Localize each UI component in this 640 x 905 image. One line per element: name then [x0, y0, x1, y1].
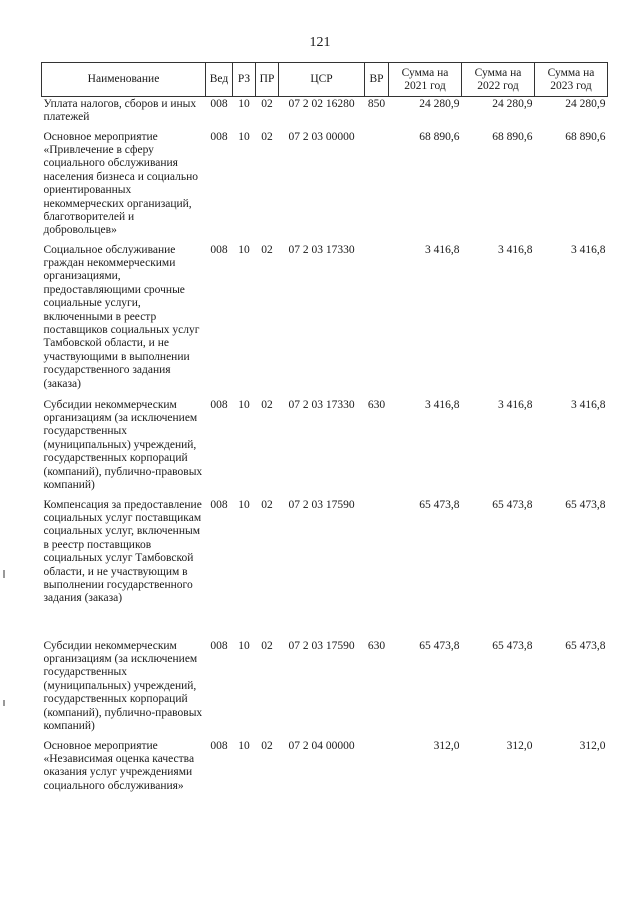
row-sum-2022: 68 890,6 — [492, 130, 533, 143]
row-vr: 850 — [367, 98, 386, 110]
table-header — [42, 63, 608, 97]
header-ved: Вед — [206, 63, 233, 97]
header-sum-2022: Сумма на 2022 год — [462, 63, 535, 97]
header-name: Наименование — [42, 63, 206, 97]
row-rz: 10 — [238, 739, 250, 752]
row-ved: 008 — [210, 98, 228, 110]
row-pr: 02 — [261, 398, 273, 411]
header-sum-2023: Сумма на 2023 год — [535, 63, 608, 97]
table-row — [42, 739, 608, 799]
row-sum-2023: 65 473,8 — [565, 498, 606, 511]
row-csr: 07 2 03 00000 — [288, 130, 355, 143]
page-number: 121 — [309, 35, 331, 50]
row-vr — [365, 130, 389, 243]
row-name: Компенсация за предоставление социальных услуг поставщикам социальных услуг, включенным в реестр поставщиков социальных услуг Тамбовской области, и не участвующим в выполнении государственного задания (заказа) — [43, 498, 202, 605]
row-pr: 02 — [261, 498, 273, 511]
row-vr: 630 — [367, 639, 386, 652]
row-vr — [365, 739, 389, 799]
row-vr — [365, 243, 389, 398]
row-sum-2022: 65 473,8 — [492, 639, 533, 652]
row-csr: 07 2 03 17590 — [288, 639, 355, 652]
row-csr: 07 2 03 17330 — [288, 243, 355, 256]
row-sum-2023: 3 416,8 — [571, 398, 606, 411]
table-row — [42, 130, 608, 243]
row-sum-2021: 24 280,9 — [419, 98, 460, 110]
row-rz: 10 — [238, 98, 250, 110]
row-sum-2022: 65 473,8 — [492, 498, 533, 511]
row-csr: 07 2 03 17590 — [288, 498, 355, 511]
row-pr: 02 — [261, 98, 273, 110]
row-sum-2021: 3 416,8 — [425, 398, 460, 411]
header-pr: ПР — [256, 63, 279, 97]
row-ved: 008 — [210, 739, 228, 752]
row-sum-2023: 68 890,6 — [565, 130, 606, 143]
header-csr: ЦСР — [279, 63, 365, 97]
row-ved: 008 — [210, 398, 228, 411]
row-csr: 07 2 02 16280 — [288, 98, 355, 110]
row-sum-2022: 312,0 — [506, 739, 533, 752]
row-rz: 10 — [238, 639, 250, 652]
row-sum-2021: 65 473,8 — [419, 639, 460, 652]
header-sum-2021: Сумма на 2021 год — [389, 63, 462, 97]
row-rz: 10 — [238, 130, 250, 143]
row-sum-2021: 3 416,8 — [425, 243, 460, 256]
row-name: Уплата налогов, сборов и иных платежей — [43, 98, 197, 124]
row-sum-2022: 3 416,8 — [498, 398, 533, 411]
row-sum-2021: 312,0 — [433, 739, 460, 752]
row-name: Основное мероприятие «Независимая оценка качества оказания услуг учреждениями социального обслуживания» — [43, 739, 195, 792]
row-vr — [365, 498, 389, 639]
row-pr: 02 — [261, 639, 273, 652]
table-row — [42, 498, 608, 639]
row-rz: 10 — [238, 498, 250, 511]
row-sum-2023: 312,0 — [579, 739, 606, 752]
row-name: Основное мероприятие «Привлечение в сферу социального обслуживания населения бизнеса и социально ориентированных некоммерческих организаций, благотворителей и добровольцев» — [43, 130, 199, 237]
row-csr: 07 2 04 00000 — [288, 739, 355, 752]
row-name: Субсидии некоммерческим организациям (за исключением государственных (муниципальных) учреждений, государственных корпораций (компаний), публично-правовых компаний) — [43, 639, 203, 732]
table-row — [42, 398, 608, 498]
row-pr: 02 — [261, 739, 273, 752]
row-sum-2023: 24 280,9 — [565, 98, 606, 110]
table-row — [42, 639, 608, 739]
row-ved: 008 — [210, 130, 228, 143]
row-rz: 10 — [238, 398, 250, 411]
row-ved: 008 — [210, 639, 228, 652]
row-sum-2022: 3 416,8 — [498, 243, 533, 256]
row-sum-2021: 65 473,8 — [419, 498, 460, 511]
table-row — [42, 243, 608, 398]
row-name: Социальное обслуживание граждан некоммерческими организациями, предоставляющими срочные социальные услуги, включенными в реестр поставщиков социальных услуг Тамбовской области, и не участвующими в выполнении государственного задания (заказа) — [43, 243, 200, 390]
row-pr: 02 — [261, 243, 273, 256]
row-sum-2023: 3 416,8 — [571, 243, 606, 256]
row-vr: 630 — [367, 398, 386, 411]
budget-table — [41, 62, 608, 799]
header-vr: ВР — [365, 63, 389, 97]
scan-margin-mark — [3, 700, 5, 706]
row-pr: 02 — [261, 130, 273, 143]
row-ved: 008 — [210, 498, 228, 511]
table-row — [42, 97, 608, 130]
header-rz: РЗ — [233, 63, 256, 97]
row-name: Субсидии некоммерческим организациям (за исключением государственных (муниципальных) учреждений, государственных корпораций (компаний), публично-правовых компаний) — [43, 398, 203, 491]
row-sum-2022: 24 280,9 — [492, 98, 533, 110]
row-sum-2021: 68 890,6 — [419, 130, 460, 143]
row-rz: 10 — [238, 243, 250, 256]
row-ved: 008 — [210, 243, 228, 256]
row-sum-2023: 65 473,8 — [565, 639, 606, 652]
row-csr: 07 2 03 17330 — [288, 398, 355, 411]
scan-margin-mark — [3, 570, 5, 578]
